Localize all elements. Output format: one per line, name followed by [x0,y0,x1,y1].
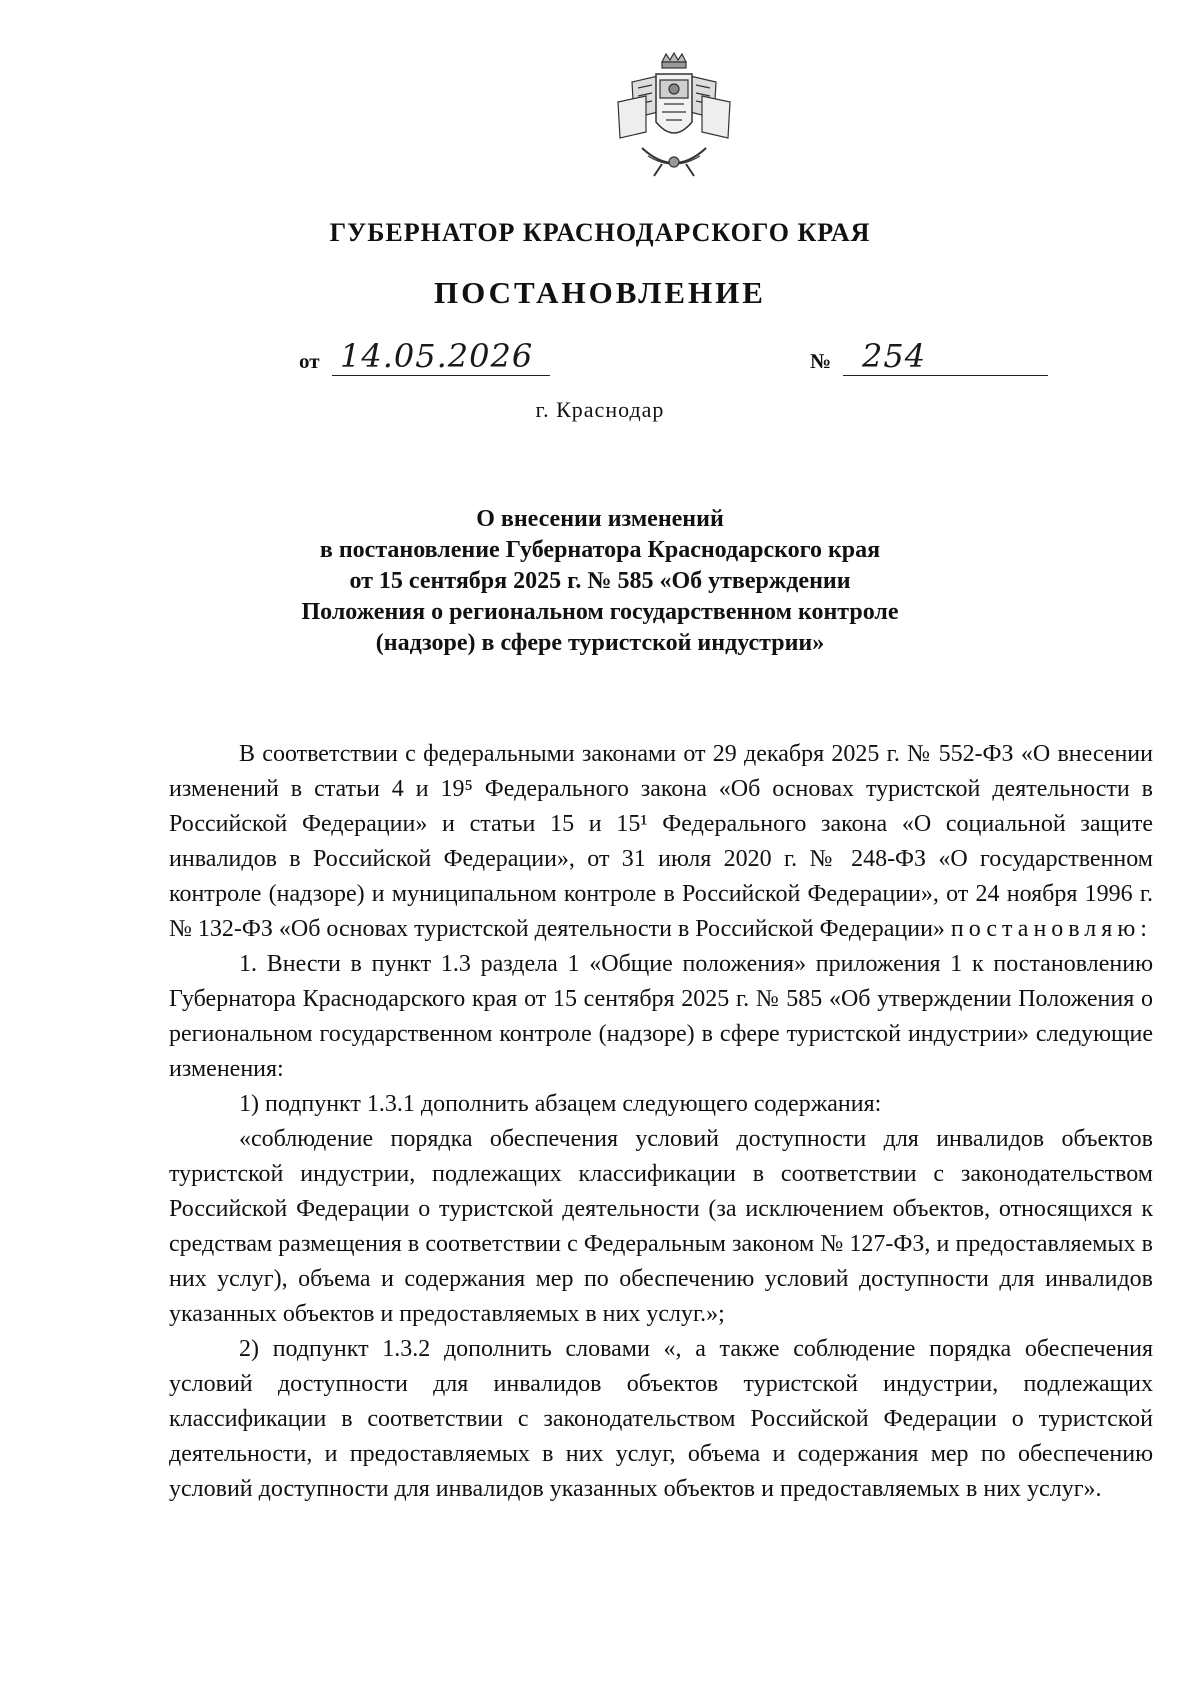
city: г. Краснодар [535,397,665,422]
title-line: (надзоре) в сфере туристской индустрии» [375,630,825,656]
document-type: ПОСТАНОВЛЕНИЕ [434,275,766,310]
body-paragraph: «соблюдение порядка обеспечения условий доступности для инвалидов объектов туристской индустрии, подлежащих классификации в соответствии с законодательством Российской Федерации о туристской деятельности (за исключением объектов, относящихся к средствам размещения в соответствии с Федеральным законом № 127-ФЗ, и предоставляемых в них услуг), объема и содержания мер по обеспечению условий доступности для инвалидов указанных объектов и предоставляемых в них услуг.»; [169,1126,1153,1327]
handwritten-number: 254 [862,337,927,375]
number-label: № [810,349,832,373]
body-paragraph: 1. Внести в пункт 1.3 раздела 1 «Общие положения» приложения 1 к постановлению Губернатора Краснодарского края от 15 сентября 2025 г. № 585 «Об утверждении Положения о региональном государственном контроле (надзоре) в сфере туристской индустрии» следующие изменения: [169,951,1153,1082]
title-line: О внесении изменений [476,506,724,532]
title-line: от 15 сентября 2025 г. № 585 «Об утверждении [349,568,851,594]
body-paragraph-preamble [169,737,1153,947]
date-number-line [0,337,1200,381]
handwritten-date: 14.05.2026 [340,337,534,375]
title-line: Положения о региональном государственном контроле [301,599,899,625]
date-underline [332,375,550,376]
resolve-word: постановляю: [950,916,1152,942]
number-underline [843,375,1048,376]
issuing-authority: ГУБЕРНАТОР КРАСНОДАРСКОГО КРАЯ [329,218,871,247]
title-line: в постановление Губернатора Краснодарского края [319,537,881,563]
coat-of-arms-emblem [612,52,736,180]
date-label: от [299,349,320,373]
preamble-text: В соответствии с федеральными законами от 29 декабря 2025 г. № 552-ФЗ «О внесении изменений в статьи 4 и 19⁵ Федерального закона «Об основах туристской деятельности в Российской Федерации» и статьи 15 и 15¹ Федерального закона «О социальной защите инвалидов в Российской Федерации», от 31 июля 2020 г. № 248-ФЗ «О государственном контроле (надзоре) и муниципальном контроле в Российской Федерации», от 24 ноября 1996 г. № 132-ФЗ «Об основах туристской деятельности в Российской Федерации» [169,741,1153,942]
document-title [0,504,1200,659]
body-paragraph: 1) подпункт 1.3.1 дополнить абзацем следующего содержания: [239,1091,882,1117]
document-body [169,737,1153,1507]
body-paragraph: 2) подпункт 1.3.2 дополнить словами «, а также соблюдение порядка обеспечения условий доступности для инвалидов объектов туристской индустрии, подлежащих классификации в соответствии с законодательством Российской Федерации о туристской деятельности, и предоставляемых в них услуг, объема и содержания мер по обеспечению условий доступности для инвалидов указанных объектов и предоставляемых в них услуг». [169,1336,1153,1502]
